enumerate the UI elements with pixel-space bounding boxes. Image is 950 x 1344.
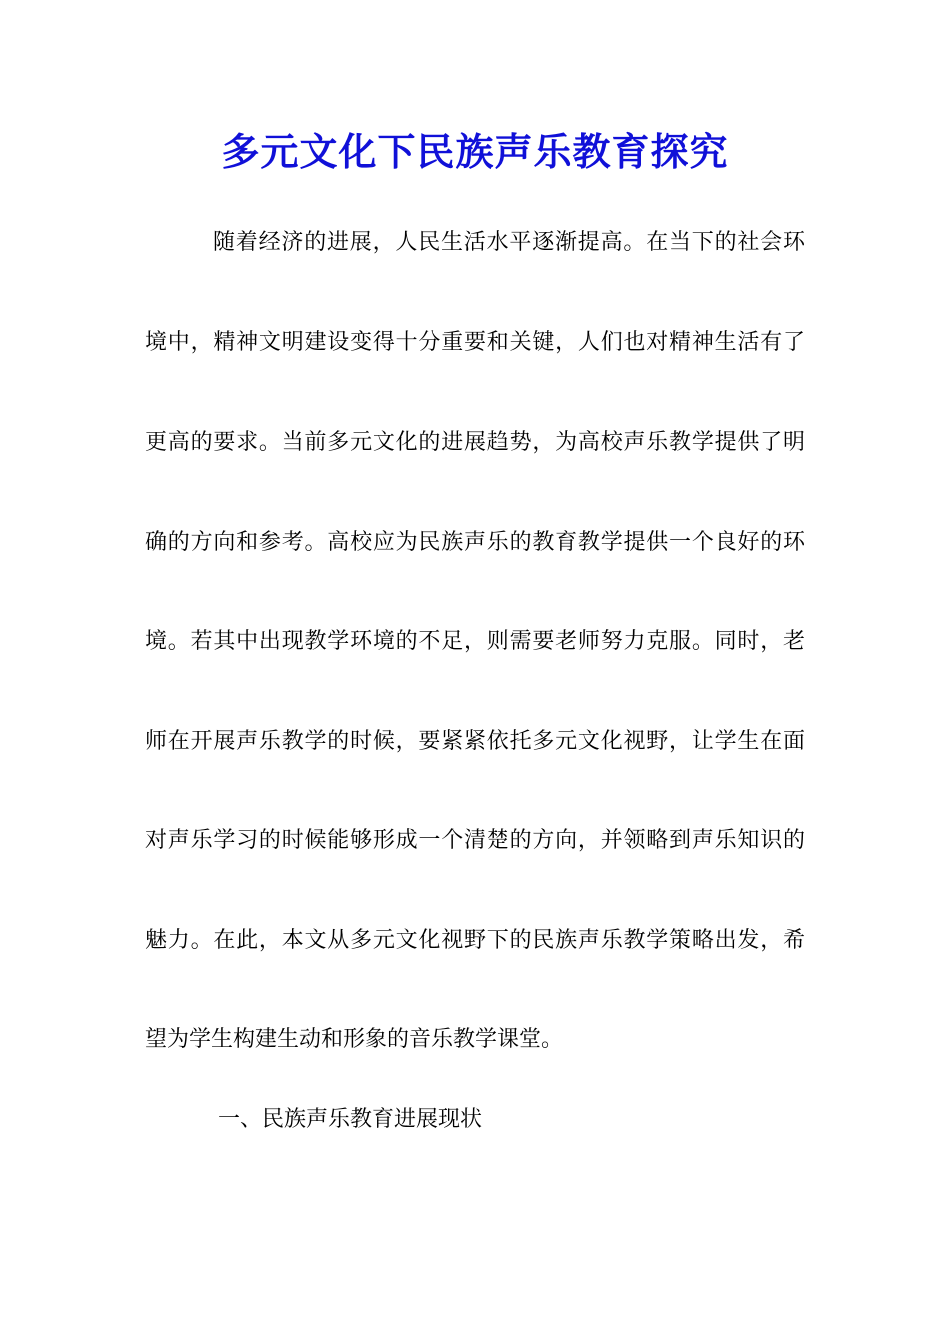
paragraph-line-4: 确的方向和参考。高校应为民族声乐的教育教学提供一个良好的环 xyxy=(145,530,805,555)
document-title: 多元文化下民族声乐教育探究 xyxy=(221,129,729,174)
paragraph-line-1: 随着经济的进展，人民生活水平逐渐提高。在当下的社会环 xyxy=(213,230,805,255)
paragraph-line-2: 境中，精神文明建设变得十分重要和关键，人们也对精神生活有了 xyxy=(145,330,805,355)
paragraph-line-5: 境。若其中出现教学环境的不足，则需要老师努力克服。同时，老 xyxy=(145,629,805,654)
paragraph-line-7: 对声乐学习的时候能够形成一个清楚的方向，并领略到声乐知识的 xyxy=(145,828,805,853)
paragraph-line-8: 魅力。在此，本文从多元文化视野下的民族声乐教学策略出发，希 xyxy=(145,928,805,953)
section-heading: 一、民族声乐教育进展现状 xyxy=(218,1107,483,1132)
paragraph-line-6: 师在开展声乐教学的时候，要紧紧依托多元文化视野，让学生在面 xyxy=(145,729,805,754)
paragraph-line-3: 更高的要求。当前多元文化的进展趋势，为高校声乐教学提供了明 xyxy=(145,430,805,455)
paragraph-line-9: 望为学生构建生动和形象的音乐教学课堂。 xyxy=(145,1027,564,1052)
